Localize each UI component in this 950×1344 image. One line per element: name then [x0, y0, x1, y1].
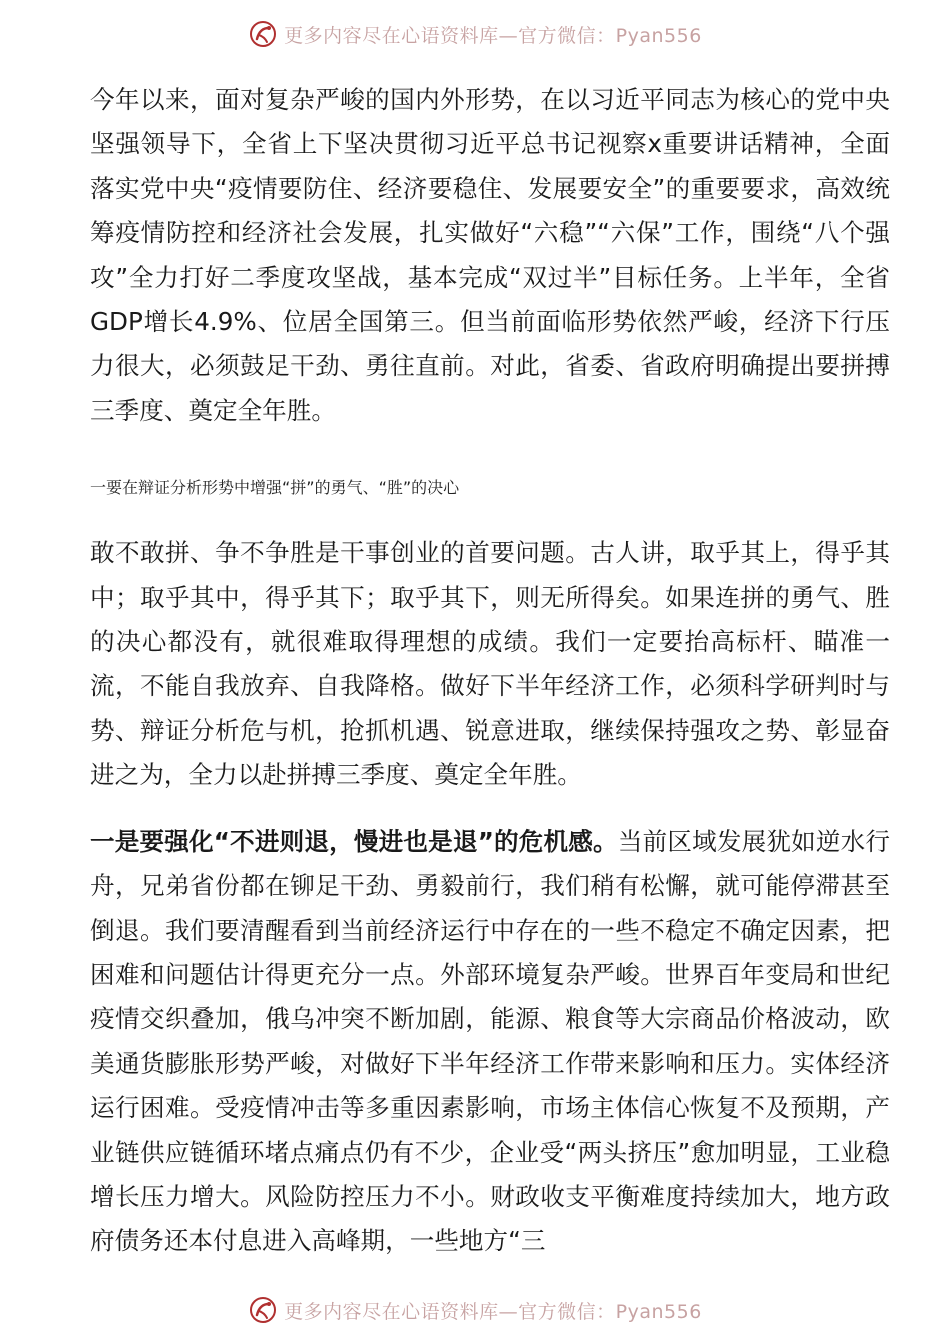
banner-caption: 更多内容尽在心语资料库—官方微信： [284, 24, 616, 47]
header-banner [0, 14, 950, 54]
point-one-lead: 一是要强化“不进则退，慢进也是退”的危机感。 [90, 826, 618, 856]
section-body-paragraph: 敢不敢拼、争不争胜是干事创业的首要问题。古人讲，取乎其上，得乎其中；取乎其中，得乎其下；取乎其下，则无所得矣。如果连拼的勇气、胜的决心都没有，就很难取得理想的成绩。我们一定要抬高标杆、瞄准一流，不能自我放弃、自我降格。做好下半年经济工作，必须科学研判时与势、辩证分析危与机，抢抓机遇、锐意进取，继续保持强攻之势、彰显奋进之为，全力以赴拼搏三季度、奠定全年胜。 [90, 538, 890, 790]
intro-paragraph: 今年以来，面对复杂严峻的国内外形势，在以习近平同志为核心的党中央坚强领导下，全省上下坚决贯彻习近平总书记视察x重要讲话精神，全面落实党中央“疫情要防住、经济要稳住、发展要安全”的重要要求，高效统筹疫情防控和经济社会发展，扎实做好“六稳”“六保”工作，围绕“八个强攻”全力打好二季度攻坚战，基本完成“双过半”目标任务。上半年，全省GDP增长4.9%、位居全国第三。但当前面临形势依然严峻，经济下行压力很大，必须鼓足干劲、勇往直前。对此，省委、省政府明确提出要拼搏三季度、奠定全年胜。 [90, 85, 890, 425]
banner-text [284, 21, 702, 48]
point-one-body: 当前区域发展犹如逆水行舟，兄弟省份都在铆足干劲、勇毅前行，我们稍有松懈，就可能停滞甚至倒退。我们要清醒看到当前经济运行中存在的一些不稳定不确定因素，把困难和问题估计得更充分一点。外部环境复杂严峻。世界百年变局和世纪疫情交织叠加，俄乌冲突不断加剧，能源、粮食等大宗商品价格波动，欧美通货膨胀形势严峻，对做好下半年经济工作带来影响和压力。实体经济运行困难。受疫情冲击等多重因素影响，市场主体信心恢复不及预期，产业链供应链循环堵点痛点仍有不少，企业受“两头挤压”愈加明显，工业稳增长压力增大。风险防控压力不小。财政收支平衡难度持续加大，地方政府债务还本付息进入高峰期，一些地方“三 [90, 826, 890, 1256]
banner-text [284, 1297, 702, 1324]
document-body [90, 78, 890, 1264]
seal-logo-icon [248, 19, 278, 49]
banner-wechat-id: Pyan556 [615, 1300, 702, 1323]
point-one-paragraph [90, 820, 890, 1264]
banner-wechat-id: Pyan556 [615, 24, 702, 47]
section-heading: 一要在辩证分析形势中增强“拼”的勇气、“胜”的决心 [90, 478, 460, 498]
seal-logo-icon [248, 1295, 278, 1325]
banner-caption: 更多内容尽在心语资料库—官方微信： [284, 1300, 616, 1323]
footer-banner [0, 1290, 950, 1330]
